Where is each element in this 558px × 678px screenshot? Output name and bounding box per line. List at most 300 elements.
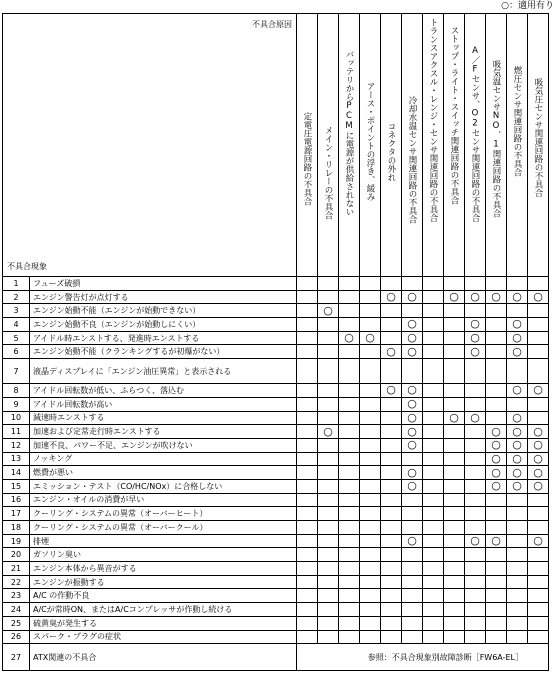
cause-cell [339, 589, 360, 603]
row-number: 23 [3, 589, 30, 603]
cause-cell [381, 575, 402, 589]
cause-cell [381, 562, 402, 576]
cause-cell [402, 562, 423, 576]
cause-cell: ○ [507, 438, 528, 452]
cause-cell [423, 589, 444, 603]
cause-cell [360, 359, 381, 384]
cause-cell [402, 589, 423, 603]
cause-cell [423, 411, 444, 425]
cause-cell [297, 466, 318, 480]
cause-cell [423, 345, 444, 359]
cause-cell: ○ [507, 290, 528, 304]
cause-cell [486, 411, 507, 425]
table-row [3, 534, 549, 548]
cause-cell [444, 384, 465, 398]
cause-cell [360, 575, 381, 589]
cause-cell [423, 493, 444, 507]
cause-cell [528, 630, 549, 644]
symptom-text: クーリング・システムの異常（オーバーヒート） [30, 507, 297, 521]
cause-cell [297, 493, 318, 507]
cause-cell [486, 331, 507, 345]
cause-cell [318, 345, 339, 359]
row-number: 22 [3, 575, 30, 589]
cause-cell [318, 589, 339, 603]
cause-cell [465, 548, 486, 562]
cause-cell [318, 452, 339, 466]
table-row [3, 548, 549, 562]
column-header-label: コネクタの外れ [386, 122, 396, 182]
cause-cell [360, 397, 381, 411]
row-number: 13 [3, 452, 30, 466]
cause-cell [360, 466, 381, 480]
cause-cell: ○ [465, 534, 486, 548]
cause-cell: ○ [402, 290, 423, 304]
cause-cell [360, 425, 381, 439]
table-row [3, 479, 549, 493]
cause-cell [339, 290, 360, 304]
cause-cell [444, 575, 465, 589]
cause-cell [381, 466, 402, 480]
cause-cell [444, 562, 465, 576]
cause-cell [423, 521, 444, 535]
column-header-label: ストップ・ライト・スイッチ関連回路の不具合 [449, 26, 459, 205]
cause-cell [465, 575, 486, 589]
cause-cell [297, 290, 318, 304]
symptom-text: エミッション・テスト（CO/HC/NOx）に合格しない [30, 479, 297, 493]
cause-cell [444, 277, 465, 291]
cause-cell: ○ [528, 425, 549, 439]
cause-cell [444, 507, 465, 521]
cause-cell [507, 548, 528, 562]
cause-cell [486, 589, 507, 603]
table-row [3, 562, 549, 576]
row-number: 10 [3, 411, 30, 425]
cause-cell [528, 616, 549, 630]
cause-cell [444, 616, 465, 630]
column-header-label: 燃圧センサ関連回路の不具合 [512, 66, 522, 177]
cause-cell [381, 479, 402, 493]
cause-cell [339, 304, 360, 318]
cause-cell [339, 562, 360, 576]
cause-cell [528, 304, 549, 318]
cause-cell: ○ [402, 479, 423, 493]
cause-cell [381, 425, 402, 439]
cause-cell [381, 397, 402, 411]
cause-cell [423, 277, 444, 291]
cause-cell: ○ [318, 304, 339, 318]
cause-cell [507, 359, 528, 384]
cause-cell [402, 548, 423, 562]
cause-cell: ○ [528, 466, 549, 480]
column-header-label: 定電圧電源回路の不具合 [302, 112, 312, 206]
row-number: 8 [3, 384, 30, 398]
cause-cell [318, 534, 339, 548]
cause-cell [444, 397, 465, 411]
cause-cell [402, 603, 423, 617]
cause-cell [360, 616, 381, 630]
cause-cell [528, 359, 549, 384]
cause-cell [360, 630, 381, 644]
row-number: 3 [3, 304, 30, 318]
cause-cell [402, 575, 423, 589]
cause-cell [297, 479, 318, 493]
cause-cell [528, 507, 549, 521]
corner-header-cell [3, 14, 297, 277]
cause-cell [402, 452, 423, 466]
cause-cell [339, 493, 360, 507]
table-row [3, 290, 549, 304]
cause-cell [444, 479, 465, 493]
cause-label: 不具合原因 [252, 20, 292, 29]
cause-cell [465, 507, 486, 521]
cause-cell [486, 521, 507, 535]
cause-cell [381, 331, 402, 345]
cause-cell [339, 384, 360, 398]
cause-cell [297, 603, 318, 617]
cause-cell [318, 277, 339, 291]
symptom-text: 減速時エンストする [30, 411, 297, 425]
cause-cell: ○ [507, 452, 528, 466]
row-number: 14 [3, 466, 30, 480]
cause-cell: ○ [507, 331, 528, 345]
cause-cell: ○ [402, 318, 423, 332]
table-row [3, 466, 549, 480]
column-header-label: メイン・リレーの不具合 [323, 126, 333, 220]
table-row [3, 616, 549, 630]
cause-cell [339, 479, 360, 493]
cause-cell [507, 397, 528, 411]
cause-cell [318, 318, 339, 332]
cause-cell [444, 534, 465, 548]
cause-cell [465, 425, 486, 439]
cause-cell [339, 603, 360, 617]
cause-cell [339, 318, 360, 332]
symptom-text: ガソリン臭い [30, 548, 297, 562]
cause-cell [360, 548, 381, 562]
cause-cell [486, 384, 507, 398]
cause-cell [465, 384, 486, 398]
cause-cell [423, 575, 444, 589]
cause-cell [486, 318, 507, 332]
column-header-label: トランスアクスル・レンジ・センサ関連回路の不具合 [428, 18, 438, 222]
cause-cell: ○ [402, 534, 423, 548]
cause-cell [318, 630, 339, 644]
cause-cell [297, 548, 318, 562]
table-row [3, 359, 549, 384]
cause-cell [381, 493, 402, 507]
cause-cell [444, 304, 465, 318]
table-row [3, 425, 549, 439]
reference-note: 参照：不具合現象別故障診断［FW6A-EL］ [297, 644, 549, 671]
table-row [3, 384, 549, 398]
cause-cell [465, 277, 486, 291]
cause-cell [465, 397, 486, 411]
cause-cell [360, 493, 381, 507]
table-row [3, 575, 549, 589]
cause-cell [381, 521, 402, 535]
symptom-text: 液晶ディスプレイに「エンジン油圧異常」と表示される [30, 359, 297, 384]
cause-cell [444, 466, 465, 480]
table-row [3, 493, 549, 507]
row-number: 15 [3, 479, 30, 493]
cause-cell [423, 397, 444, 411]
cause-cell: ○ [528, 438, 549, 452]
cause-cell [444, 521, 465, 535]
cause-cell [297, 397, 318, 411]
cause-cell: ○ [507, 318, 528, 332]
row-number: 19 [3, 534, 30, 548]
cause-cell [339, 452, 360, 466]
symptom-text: 燃費が悪い [30, 466, 297, 480]
cause-cell [423, 630, 444, 644]
cause-cell [318, 616, 339, 630]
cause-cell [423, 479, 444, 493]
symptom-text: 排煙 [30, 534, 297, 548]
column-header-label: 吸気圧センサ関連回路の不具合 [533, 78, 543, 197]
cause-cell [381, 318, 402, 332]
cause-cell: ○ [528, 384, 549, 398]
cause-cell [297, 359, 318, 384]
cause-cell [465, 304, 486, 318]
cause-cell [423, 331, 444, 345]
cause-cell [423, 548, 444, 562]
cause-cell [318, 493, 339, 507]
row-number: 11 [3, 425, 30, 439]
cause-cell [423, 452, 444, 466]
cause-cell: ○ [444, 290, 465, 304]
cause-cell [486, 345, 507, 359]
cause-cell [318, 411, 339, 425]
cause-cell: ○ [381, 384, 402, 398]
cause-cell [360, 562, 381, 576]
cause-cell [507, 507, 528, 521]
cause-cell [297, 575, 318, 589]
cause-cell [318, 290, 339, 304]
cause-cell [360, 589, 381, 603]
diagonal-line [3, 14, 296, 276]
table-row [3, 521, 549, 535]
cause-cell [339, 507, 360, 521]
cause-cell [528, 345, 549, 359]
cause-cell [297, 521, 318, 535]
cause-cell [381, 277, 402, 291]
symptom-text: エンジン警告灯が点灯する [30, 290, 297, 304]
row-number: 24 [3, 603, 30, 617]
cause-cell [318, 479, 339, 493]
table-row-atx [3, 644, 549, 671]
cause-cell [360, 603, 381, 617]
table-body [3, 277, 549, 671]
cause-cell [360, 534, 381, 548]
cause-cell [444, 345, 465, 359]
cause-cell: ○ [402, 331, 423, 345]
column-header-label: A／Fセンサ、O2センサ関連回路の不具合 [470, 46, 480, 222]
cause-cell [402, 304, 423, 318]
cause-cell [465, 630, 486, 644]
cause-cell [507, 616, 528, 630]
cause-cell [297, 589, 318, 603]
symptom-cause-matrix [2, 13, 549, 671]
column-header [360, 14, 381, 277]
cause-cell [465, 479, 486, 493]
column-header [318, 14, 339, 277]
cause-cell [360, 277, 381, 291]
cause-cell [402, 359, 423, 384]
cause-cell: ○ [507, 411, 528, 425]
cause-cell: ○ [507, 466, 528, 480]
row-number: 2 [3, 290, 30, 304]
cause-cell [402, 277, 423, 291]
cause-cell [528, 331, 549, 345]
cause-cell [507, 589, 528, 603]
row-number: 17 [3, 507, 30, 521]
column-header [528, 14, 549, 277]
column-header [402, 14, 423, 277]
cause-cell [507, 630, 528, 644]
cause-cell [486, 359, 507, 384]
cause-cell [465, 359, 486, 384]
cause-cell [339, 466, 360, 480]
legend: ○：適用有り [501, 1, 554, 11]
cause-cell [423, 290, 444, 304]
cause-cell [486, 603, 507, 617]
cause-cell [444, 318, 465, 332]
table-row [3, 411, 549, 425]
table-row [3, 304, 549, 318]
cause-cell: ○ [486, 466, 507, 480]
cause-cell: ○ [528, 479, 549, 493]
cause-cell [360, 411, 381, 425]
cause-cell [507, 534, 528, 548]
cause-cell: ○ [507, 425, 528, 439]
symptom-text: A/C の作動不良 [30, 589, 297, 603]
cause-cell: ○ [528, 290, 549, 304]
cause-cell [507, 562, 528, 576]
cause-cell [360, 479, 381, 493]
column-header [507, 14, 528, 277]
cause-cell [465, 521, 486, 535]
cause-cell [465, 438, 486, 452]
row-number: 5 [3, 331, 30, 345]
cause-cell [297, 277, 318, 291]
cause-cell [486, 616, 507, 630]
cause-cell: ○ [507, 479, 528, 493]
cause-cell [381, 616, 402, 630]
symptom-text: 加速および定常走行時エンストする [30, 425, 297, 439]
symptom-text: 硫黄臭が発生する [30, 616, 297, 630]
cause-cell [318, 603, 339, 617]
cause-cell [297, 304, 318, 318]
row-number: 27 [3, 644, 30, 671]
cause-cell [360, 345, 381, 359]
cause-cell [381, 603, 402, 617]
cause-cell [465, 562, 486, 576]
row-number: 9 [3, 397, 30, 411]
cause-cell [381, 630, 402, 644]
cause-cell [507, 603, 528, 617]
cause-cell [423, 384, 444, 398]
cause-cell [507, 521, 528, 535]
row-number: 4 [3, 318, 30, 332]
cause-cell [297, 534, 318, 548]
cause-cell [297, 630, 318, 644]
column-header [465, 14, 486, 277]
cause-cell: ○ [465, 411, 486, 425]
cause-cell [318, 575, 339, 589]
cause-cell: ○ [402, 384, 423, 398]
cause-cell [465, 616, 486, 630]
cause-cell: ○ [528, 452, 549, 466]
cause-cell [486, 507, 507, 521]
cause-cell [507, 493, 528, 507]
row-number: 7 [3, 359, 30, 384]
cause-cell: ○ [360, 331, 381, 345]
cause-cell: ○ [318, 425, 339, 439]
cause-cell: ○ [402, 411, 423, 425]
cause-cell [423, 603, 444, 617]
cause-cell [486, 548, 507, 562]
cause-cell [444, 630, 465, 644]
symptom-text: A/Cが常時ON、またはA/Cコンプレッサが作動し続ける [30, 603, 297, 617]
column-header-label: 冷却水温センサ関連回路の不具合 [407, 96, 417, 224]
cause-cell: ○ [402, 345, 423, 359]
symptom-text: アイドル回転数が高い [30, 397, 297, 411]
cause-cell [339, 397, 360, 411]
header-row [3, 14, 549, 277]
cause-cell [381, 507, 402, 521]
cause-cell [360, 304, 381, 318]
cause-cell [528, 589, 549, 603]
cause-cell [444, 438, 465, 452]
cause-cell [339, 616, 360, 630]
cause-cell [339, 438, 360, 452]
cause-cell: ○ [486, 290, 507, 304]
cause-cell [297, 562, 318, 576]
symptom-text: 加速不良、パワー不足、エンジンが吹けない [30, 438, 297, 452]
cause-cell [381, 534, 402, 548]
cause-cell [486, 493, 507, 507]
table-row [3, 589, 549, 603]
table-row [3, 603, 549, 617]
symptom-text: エンジン・オイルの消費が早い [30, 493, 297, 507]
cause-cell [528, 277, 549, 291]
cause-cell [339, 548, 360, 562]
cause-cell [423, 425, 444, 439]
column-header-label: 吸気温センサNO．1関連回路の不具合 [491, 60, 501, 218]
table-row [3, 277, 549, 291]
cause-cell [339, 630, 360, 644]
cause-cell [381, 304, 402, 318]
cause-cell [423, 616, 444, 630]
cause-cell [381, 438, 402, 452]
symptom-text: エンジン本体から異音がする [30, 562, 297, 576]
cause-cell [423, 562, 444, 576]
cause-cell [528, 493, 549, 507]
cause-cell [318, 562, 339, 576]
cause-cell [318, 548, 339, 562]
row-number: 1 [3, 277, 30, 291]
symptom-text: ノッキング [30, 452, 297, 466]
cause-cell: ○ [444, 411, 465, 425]
cause-cell [381, 411, 402, 425]
cause-cell [486, 277, 507, 291]
cause-cell [507, 277, 528, 291]
cause-cell: ○ [339, 331, 360, 345]
cause-cell [297, 438, 318, 452]
cause-cell [402, 521, 423, 535]
cause-cell [465, 493, 486, 507]
cause-cell [423, 318, 444, 332]
